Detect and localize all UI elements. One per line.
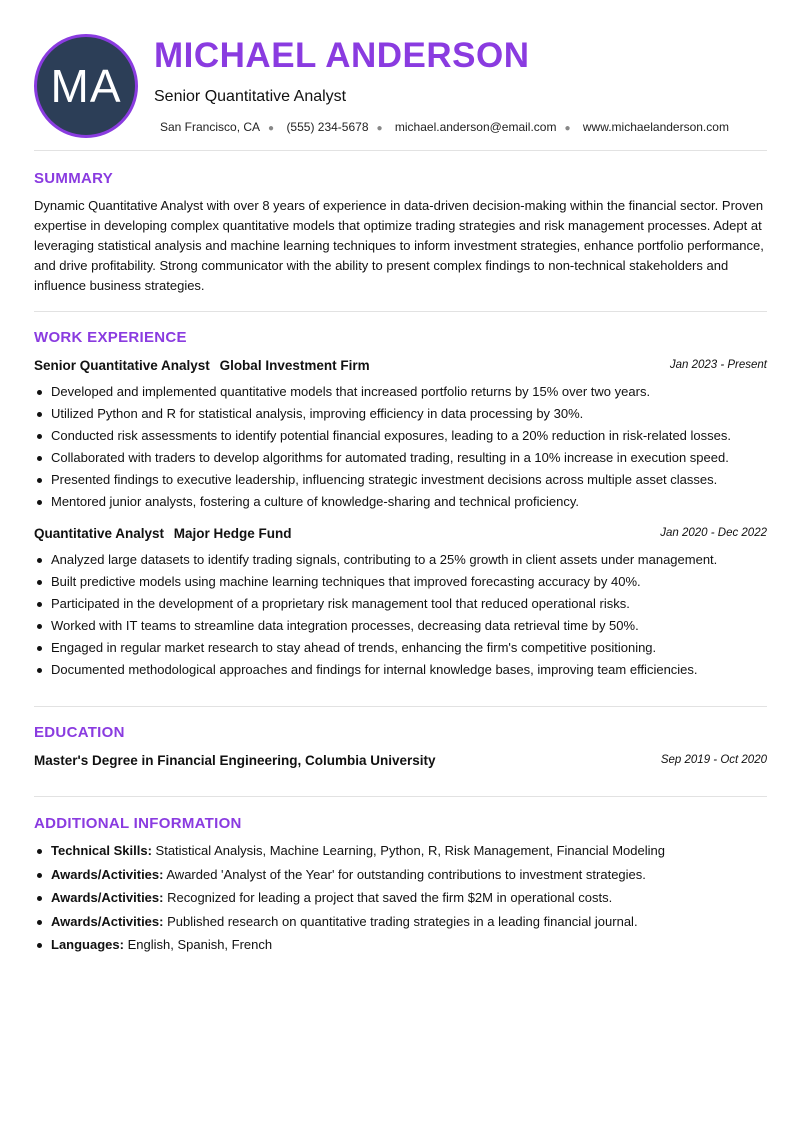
list-item (34, 933, 767, 957)
section-divider (34, 706, 767, 707)
info-text: English, Spanish, French (127, 937, 273, 952)
candidate-name: MICHAEL ANDERSON (154, 36, 530, 75)
info-text: Recognized for leading a project that saved the firm $2M in operational costs. (167, 890, 613, 905)
section-divider (34, 311, 767, 312)
list-item (34, 863, 767, 887)
list-item: Engaged in regular market research to stay ahead of trends, enhancing the firm's competitive positioning. (34, 637, 767, 659)
avatar (34, 34, 138, 138)
job-header (34, 358, 767, 376)
list-item: Utilized Python and R for statistical analysis, improving efficiency in data processing by 30%. (34, 403, 767, 425)
list-item: Conducted risk assessments to identify potential financial exposures, leading to a 20% reduction in risk-related losses. (34, 425, 767, 447)
info-label: Awards/Activities: (51, 866, 164, 882)
contact-separator: ● (376, 123, 383, 134)
contact-separator: ● (564, 123, 571, 134)
job-role: Senior Quantitative Analyst (34, 358, 210, 373)
contact-line (160, 120, 729, 134)
job-role: Quantitative Analyst (34, 526, 165, 541)
info-text: Awarded 'Analyst of the Year' for outstanding contributions to investment strategies. (166, 866, 646, 882)
education-dates: Sep 2019 - Oct 2020 (660, 754, 767, 766)
info-label: Awards/Activities: (51, 890, 164, 905)
info-label: Technical Skills: (51, 843, 152, 858)
job-company: Major Hedge Fund (173, 526, 292, 541)
summary-text: Dynamic Quantitative Analyst with over 8 years of experience in data-driven decision-making within the financial sector. Proven expertise in developing complex quantitative models that optimize trading strategies and risk management processes. Adept at leveraging statistical analysis and machine learning techniques to inform investment strategies, enhance portfolio performance, and drive profitability. Strong communicator with the ability to present complex findings to non-technical stakeholders and influence business strategies. (34, 198, 764, 293)
list-item (34, 839, 767, 863)
contact-phone: (555) 234-5678 (286, 120, 369, 134)
education-heading: EDUCATION (34, 724, 125, 741)
contact-location: San Francisco, CA (160, 120, 261, 134)
list-item: Developed and implemented quantitative models that increased portfolio returns by 15% over two years. (34, 381, 767, 403)
job-bullets (34, 381, 767, 513)
avatar-initials: MA (50, 60, 122, 112)
contact-website[interactable]: www.michaelanderson.com (582, 120, 729, 134)
job-dates: Jan 2023 - Present (669, 359, 767, 371)
contact-email[interactable]: michael.anderson@email.com (394, 120, 557, 134)
job-bullets (34, 549, 767, 681)
additional-info-list (34, 839, 767, 957)
info-label: Languages: (51, 937, 124, 952)
info-text: Statistical Analysis, Machine Learning, Python, R, Risk Management, Financial Modeling (155, 843, 665, 858)
summary-heading: SUMMARY (34, 170, 114, 187)
additional-info-heading: ADDITIONAL INFORMATION (34, 815, 242, 832)
info-label: Awards/Activities: (51, 913, 164, 929)
list-item: Built predictive models using machine learning techniques that improved forecasting accuracy by 40%. (34, 571, 767, 593)
education-degree: Master's Degree in Financial Engineering, Columbia University (34, 753, 436, 768)
list-item: Mentored junior analysts, fostering a culture of knowledge-sharing and technical proficiency. (34, 491, 767, 513)
candidate-title: Senior Quantitative Analyst (154, 88, 347, 105)
section-divider (34, 796, 767, 797)
list-item (34, 886, 767, 910)
work-experience-heading: WORK EXPERIENCE (34, 329, 187, 346)
job-company: Global Investment Firm (219, 358, 370, 373)
education-entry (34, 753, 767, 771)
list-item: Collaborated with traders to develop algorithms for automated trading, resulting in a 10% increase in execution speed. (34, 447, 767, 469)
list-item: Documented methodological approaches and findings for internal knowledge bases, improving team efficiencies. (34, 659, 767, 681)
list-item (34, 910, 767, 934)
list-item: Worked with IT teams to streamline data integration processes, decreasing data retrieval time by 50%. (34, 615, 767, 637)
list-item: Analyzed large datasets to identify trading signals, contributing to a 25% growth in client assets under management. (34, 549, 767, 571)
job-header (34, 526, 767, 544)
list-item: Participated in the development of a proprietary risk management tool that reduced operational risks. (34, 593, 767, 615)
job-dates: Jan 2020 - Dec 2022 (660, 527, 767, 539)
info-text: Published research on quantitative trading strategies in a leading financial journal. (167, 913, 638, 929)
list-item: Presented findings to executive leadership, influencing strategic investment decisions across multiple asset classes. (34, 469, 767, 491)
contact-separator: ● (268, 123, 275, 134)
section-divider (34, 150, 767, 151)
